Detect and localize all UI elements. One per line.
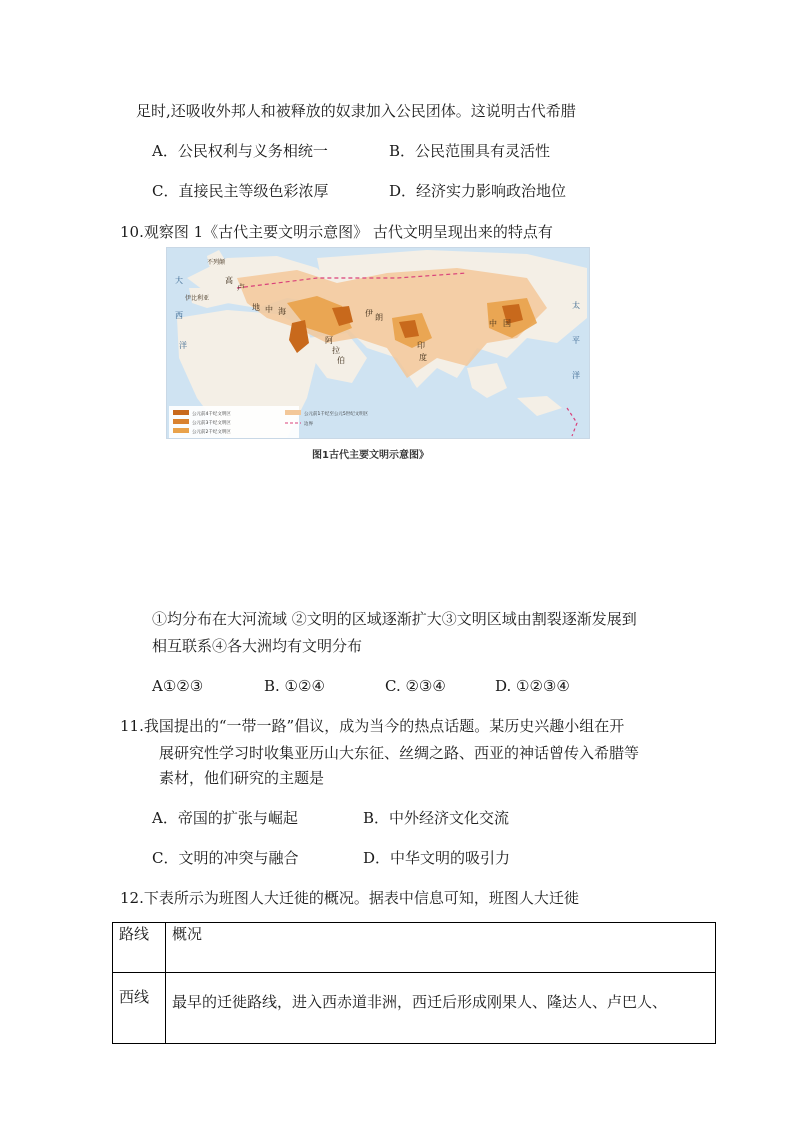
map-label: 大	[175, 276, 183, 285]
ancient-civilizations-map	[166, 247, 590, 439]
map-label: 高	[225, 276, 233, 285]
map-label: 不列颠	[207, 259, 226, 266]
q9-continuation: 足时,还吸收外邦人和被释放的奴隶加入公民团体。这说明古代希腊	[136, 102, 576, 120]
map-label: 太	[572, 301, 580, 310]
legend-label: 公元前1千纪至公元5世纪文明区	[304, 412, 369, 417]
table-header: 路线	[113, 923, 166, 973]
map-label: 度	[419, 353, 427, 362]
legend-swatch	[173, 410, 189, 415]
table-cell: 西线	[113, 973, 166, 1044]
map-label: 平	[572, 336, 580, 345]
legend-swatch	[173, 419, 189, 424]
map-label: 国	[503, 319, 511, 328]
map-label: 伊	[365, 309, 373, 318]
table-header-row	[113, 923, 716, 973]
map-label: 洋	[572, 371, 580, 380]
map-label: 伊比利亚	[185, 295, 210, 302]
map-label: 地	[252, 303, 260, 312]
q10-option-b: B. ①②④	[264, 677, 325, 695]
q10-option-c: C. ②③④	[385, 677, 446, 695]
q10-stem: 10.观察图 1《古代主要文明示意图》 古代文明呈现出来的特点有	[120, 223, 553, 241]
map-label: 朗	[375, 313, 383, 322]
map-label: 西	[175, 311, 183, 320]
map-label: 洋	[179, 341, 187, 350]
q10-statements-line1: ①均分布在大河流域 ②文明的区域逐渐扩大③文明区域由割裂逐渐发展到	[152, 610, 637, 628]
q11-option-a: A．帝国的扩张与崛起	[152, 809, 298, 827]
legend-label: 公元前3千纪文明区	[192, 421, 231, 426]
q11-stem-line1: 11.我国提出的“一带一路”倡议，成为当今的热点话题。某历史兴趣小组在开	[120, 717, 625, 735]
q10-statements-line2: 相互联系④各大洲均有文明分布	[152, 637, 363, 655]
q9-option-a: A．公民权利与义务相统一	[152, 142, 328, 160]
table-cell: 最早的迁徙路线，进入西赤道非洲，西迁后形成刚果人、隆达人、卢巴人、	[166, 973, 716, 1044]
table-row	[113, 973, 716, 1044]
map-label: 中	[265, 305, 273, 314]
legend-swatch	[285, 410, 301, 415]
table-header: 概况	[166, 923, 716, 973]
map-label: 卢	[237, 283, 245, 292]
map-label: 中	[489, 319, 497, 328]
map-label: 印	[417, 341, 425, 350]
map-label: 海	[278, 307, 286, 316]
q9-option-c: C．直接民主等级色彩浓厚	[152, 182, 329, 200]
q9-option-d: D．经济实力影响政治地位	[389, 182, 567, 200]
q11-option-b: B．中外经济文化交流	[363, 809, 510, 827]
map-label: 阿	[325, 336, 333, 345]
q11-option-c: C．文明的冲突与融合	[152, 849, 299, 867]
q11-stem-line3: 素材，他们研究的主题是	[159, 769, 325, 787]
q10-option-a: A①②③	[152, 677, 204, 695]
bantu-migration-table	[112, 922, 716, 1044]
legend-label: 公元前4千纪文明区	[192, 412, 231, 417]
q10-option-d: D. ①②③④	[495, 677, 570, 695]
legend-label: 公元前2千纪文明区	[192, 430, 231, 435]
map-label: 伯	[337, 356, 345, 365]
q11-option-d: D．中华文明的吸引力	[363, 849, 511, 867]
map-label: 拉	[332, 346, 340, 355]
legend-swatch	[173, 428, 189, 433]
q12-stem: 12.下表所示为班图人大迁徙的概况。据表中信息可知，班图人大迁徙	[120, 889, 579, 907]
map-graphic	[167, 248, 589, 438]
figure-caption: 图1古代主要文明示意图》	[312, 450, 429, 461]
legend-label: 边界	[304, 422, 313, 427]
q9-option-b: B．公民范围具有灵活性	[389, 142, 551, 160]
q11-stem-line2: 展研究性学习时收集亚历山大东征、丝绸之路、西亚的神话曾传入希腊等	[159, 744, 640, 762]
